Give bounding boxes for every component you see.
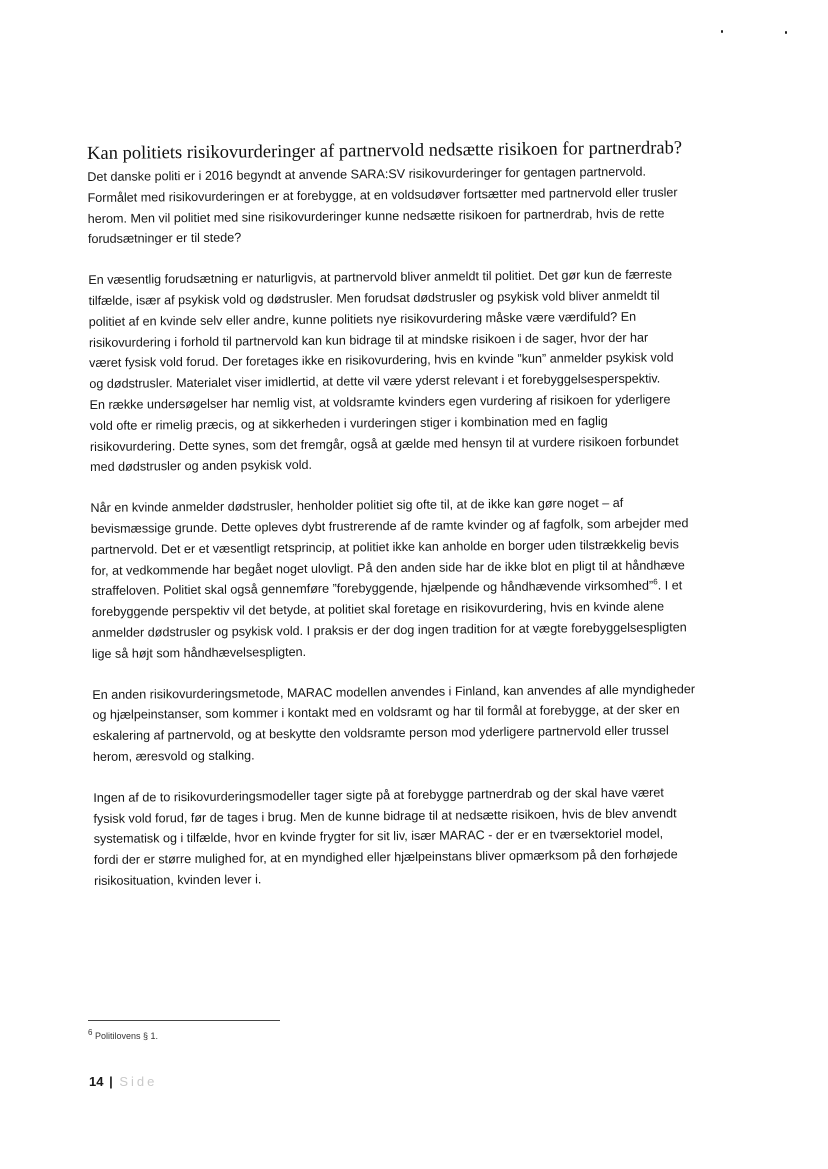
line-text: En anden risikovurderingsmetode, MARAC modellen anvendes i Finland, kan anvendes af alle myndigheder: [92, 681, 696, 702]
footnote-reference: 6: [653, 577, 658, 587]
line-text-tail: . I et: [657, 578, 683, 593]
line-text: vold ofte er rimelig præcis, og at sikkerheden i vurderingen stiger i kombination med en faglig: [89, 413, 608, 433]
line-text: for, at vedkommende har begået noget ulovligt. På den anden side har de ikke blot en pligt til at håndhæve: [91, 557, 685, 578]
line-text: fysisk vold forud, før de tages i brug. Men de kunne bidrage til at nedsætte risikoen, hvis de blev anvendt: [93, 805, 677, 826]
page-number-separator: |: [109, 1074, 113, 1089]
line-text: tilfælde, især af psykisk vold og dødstrusler. Men forudsat dødstrusler og psykisk vold bliver anmeldt til: [88, 288, 660, 308]
footnote-text: Politilovens § 1.: [94, 1031, 159, 1041]
line-text: risikovurdering. Dette synes, som det fremgår, også at gælde med hensyn til at vurdere risikoen forbundet: [89, 433, 679, 454]
line-text: herom, æresvold og stalking.: [92, 748, 255, 764]
footnote-marker: 6: [88, 1028, 93, 1037]
paragraph: [90, 492, 734, 665]
line-text: partnervold. Det er et væsentligt retsprincip, at politiet ikke kan anholde en borger uden tilstrækkelig bevis: [90, 537, 679, 557]
line-text: systematisk og i tilfælde, hvor en kvinde frygter for sit liv, især MARAC - der er en tværsektoriel model,: [93, 826, 664, 847]
line-text: risikosituation, kvinden lever i.: [94, 872, 262, 888]
line-text: Når en kvinde anmelder dødstrusler, henholder politiet sig ofte til, at de ikke kan gøre noget – af: [90, 496, 624, 516]
line-text: Det danske politi er i 2016 begyndt at anvende SARA:SV risikovurderinger for gentagen partnervold.: [87, 164, 647, 184]
paragraph-list: [87, 161, 736, 892]
page-footer: [89, 1074, 157, 1089]
line-text: anmelder dødstrusler og psykisk vold. I praksis er der dog ingen tradition for at vægte forebyggelsespligten: [91, 620, 687, 640]
line-text: været fysisk vold forud. Der foretages ikke en risikovurdering, hvis en kvinde ”kun” anmelder psykisk vold: [89, 350, 674, 371]
line-text: herom. Men vil politiet med sine risikovurderinger kunne nedsætte risikoen for partnerdrab, hvis de rette: [87, 206, 665, 226]
document-body: [87, 136, 736, 912]
line-text: lige så højt som håndhævelsespligten.: [91, 644, 307, 661]
paragraph: [93, 782, 736, 892]
line-text: bevismæssige grunde. Dette opleves dybt frustrerende af de ramte kvinder og af fagfolk, som arbejder med: [90, 516, 689, 536]
footnote: [88, 1028, 159, 1041]
line-text: med dødstrusler og anden psykisk vold.: [90, 458, 313, 475]
footnote-divider: [88, 1020, 280, 1021]
line-text: En væsentlig forudsætning er naturligvis, at partnervold bliver anmeldt til politiet. Det gør kun de færreste: [88, 267, 673, 288]
page-number: 14: [89, 1074, 104, 1089]
paragraph: [87, 161, 730, 250]
scan-speck: [721, 30, 723, 33]
line-text: Ingen af de to risikovurderingsmodeller tager sigte på at forebygge partnerdrab og der skal have været: [93, 785, 664, 805]
line-text: straffeloven. Politiet skal også gennemføre ”forebyggende, hjælpende og håndhævende virksomhed”: [91, 578, 654, 599]
page-label: Side: [119, 1074, 158, 1089]
scan-speck: [785, 31, 787, 34]
line-text: fordi der er større mulighed for, at en myndighed eller hjælpeinstans bliver opmærksom på den forhøjede: [93, 847, 678, 868]
line-text: politiet af en kvinde selv eller andre, kunne politiets nye risikovurdering måske være værdifuld? En: [88, 309, 637, 329]
line-text: En række undersøgelser har nemlig vist, at voldsramte kvinders egen vurdering af risikoen for yderligere: [89, 392, 671, 412]
paragraph: [92, 678, 735, 767]
line-text: Formålet med risikovurderingen er at forebygge, at en voldsudøver fortsætter med partnervold eller trusler: [87, 185, 678, 205]
document-heading: Kan politiets risikovurderinger af partnervold nedsætte risikoen for partnerdrab?: [87, 138, 683, 164]
line-text: og dødstrusler. Materialet viser imidlertid, at dette vil være yderst relevant i et forebyggelsesperspektiv.: [89, 371, 661, 392]
line-text: forebyggende perspektiv vil det betyde, at politiet skal foretage en risikovurdering, hvis en kvinde alene: [91, 599, 665, 620]
line-text: eskalering af partnervold, og at beskytte den voldsramte person mod yderligere partnervold eller trussel: [92, 723, 669, 744]
line-text: forudsætninger er til stede?: [87, 230, 242, 247]
line-text: og hjælpeinstanser, som kommer i kontakt med en voldsramt og har til formål at forebygge, at der sker en: [92, 702, 680, 723]
line-text: risikovurdering i forhold til partnervold kan kun bidrage til at mindske risikoen i de sager, hvor der har: [88, 330, 649, 350]
paragraph: [88, 264, 732, 478]
